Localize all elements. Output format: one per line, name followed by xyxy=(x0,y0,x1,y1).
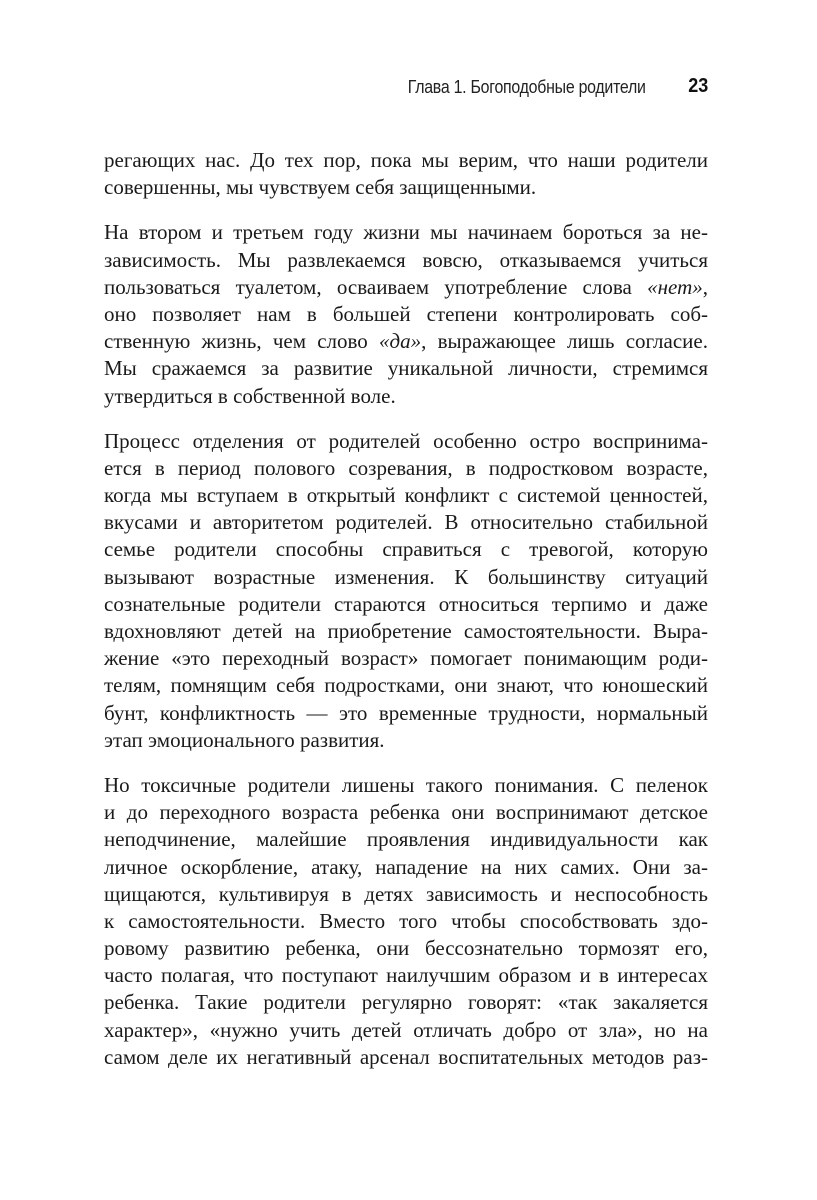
text-line: пользоваться туалетом, осваиваем употребление слова «нет», xyxy=(104,274,708,299)
page-number: 23 xyxy=(687,75,708,97)
text-line: оно позволяет нам в большей степени контролировать соб- xyxy=(104,301,708,326)
text-line: ребенка. Такие родители регулярно говорят: «так закаляется xyxy=(104,990,708,1015)
chapter-title: Глава 1. Богоподобные родители xyxy=(408,76,646,97)
text-line: вкусами и авторитетом родителей. В относительно стабильной xyxy=(104,510,708,535)
paragraph xyxy=(104,147,708,201)
body-text xyxy=(104,147,708,1071)
paragraph xyxy=(104,428,708,754)
text-line: неподчинение, малейшие проявления индивидуальности как xyxy=(104,827,708,852)
text-line: самом деле их негативный арсенал воспитательных методов раз- xyxy=(104,1044,708,1069)
text-line: вдохновляют детей на приобретение самостоятельности. Выра- xyxy=(104,619,708,643)
emphasis-word: «нет» xyxy=(647,274,703,299)
text-line: телям, помнящим себя подростками, они знают, что юношеский xyxy=(104,673,708,698)
text-line: и до переходного возраста ребенка они воспринимают детское xyxy=(104,800,708,825)
text-line: бунт, конфликтность — это временные трудности, нормальный xyxy=(104,700,708,725)
text-line: совершенны, мы чувствуем себя защищенными. xyxy=(104,175,537,200)
text-line: щищаются, культивируя в детях зависимость и неспособность xyxy=(104,881,708,906)
text-line: На втором и третьем году жизни мы начинаем бороться за не- xyxy=(104,220,708,245)
text-line: характер», «нужно учить детей отличать добро от зла», но на xyxy=(104,1017,708,1042)
text-line: часто полагая, что поступают наилучшим образом и в интересах xyxy=(104,963,708,988)
text-line: когда мы вступаем в открытый конфликт с системой ценностей, xyxy=(104,483,708,508)
text-line: этап эмоционального развития. xyxy=(104,727,385,752)
text-line: вызывают возрастные изменения. К большинству ситуаций xyxy=(104,564,708,589)
text-line: Мы сражаемся за развитие уникальной личности, стремимся xyxy=(104,356,708,381)
text-line: регающих нас. До тех пор, пока мы верим, что наши родители xyxy=(104,148,708,172)
text-line: ственную жизнь, чем слово «да», выражающее лишь согласие. xyxy=(104,329,708,354)
text-line: зависимость. Мы развлекаемся вовсю, отказываемся учиться xyxy=(104,247,708,272)
text-line: жение «это переходный возраст» помогает понимающим роди- xyxy=(104,646,708,671)
text-line: личное оскорбление, атаку, нападение на них самих. Они за- xyxy=(104,854,708,879)
emphasis-word: «да» xyxy=(379,329,422,354)
text-line: к самостоятельности. Вместо того чтобы способствовать здо- xyxy=(104,908,708,933)
text-line: Процесс отделения от родителей особенно остро воспринима- xyxy=(104,428,708,453)
text-line: ровому развитию ребенка, они бессознательно тормозят его, xyxy=(104,936,708,961)
running-header xyxy=(104,76,708,100)
text-line: ется в период полового созревания, в подростковом возрасте, xyxy=(104,455,708,480)
text-line: утвердиться в собственной воле. xyxy=(104,383,396,408)
paragraph xyxy=(104,772,708,1071)
text-line: семье родители способны справиться с тревогой, которую xyxy=(104,537,708,562)
paragraph xyxy=(104,219,708,409)
text-line: сознательные родители стараются относиться терпимо и даже xyxy=(104,591,708,616)
text-line: Но токсичные родители лишены такого понимания. С пеленок xyxy=(104,772,708,797)
